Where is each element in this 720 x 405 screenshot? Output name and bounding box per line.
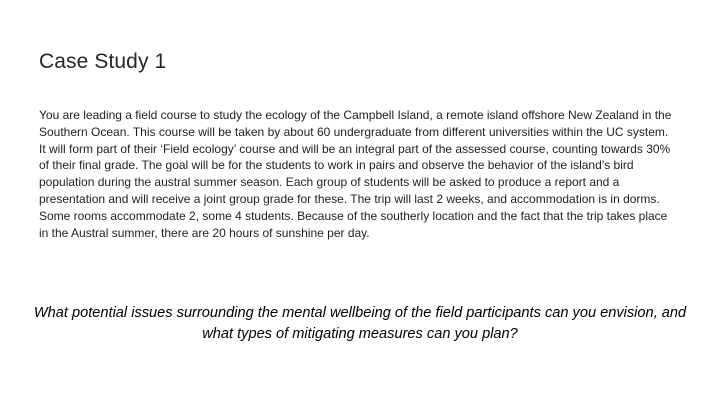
discussion-question: What potential issues surrounding the mental wellbeing of the field participants can you envision, and what types of mitigating measures can you plan? [33,305,687,342]
slide-title: Case Study 1 [39,50,167,73]
case-description: You are leading a field course to study the ecology of the Campbell Island, a remote island offshore New Zealand in the Southern Ocean. This course will be taken by about 60 undergraduate from different universities within the UC system. It will form part of their ‘Field ecology’ course and will be an integral part of the assessed course, counting towards 30% of their final grade. The goal will be for the students to work in pairs and observe the behavior of the island’s bird population during the austral summer season. Each group of students will be asked to produce a report and a presentation and will receive a joint group grade for these. The trip will last 2 weeks, and accommodation is in dorms. Some rooms accommodate 2, some 4 students. Because of the southerly location and the fact that the trip takes place in the Austral summer, there are 20 hours of sunshine per day. [39,108,672,240]
